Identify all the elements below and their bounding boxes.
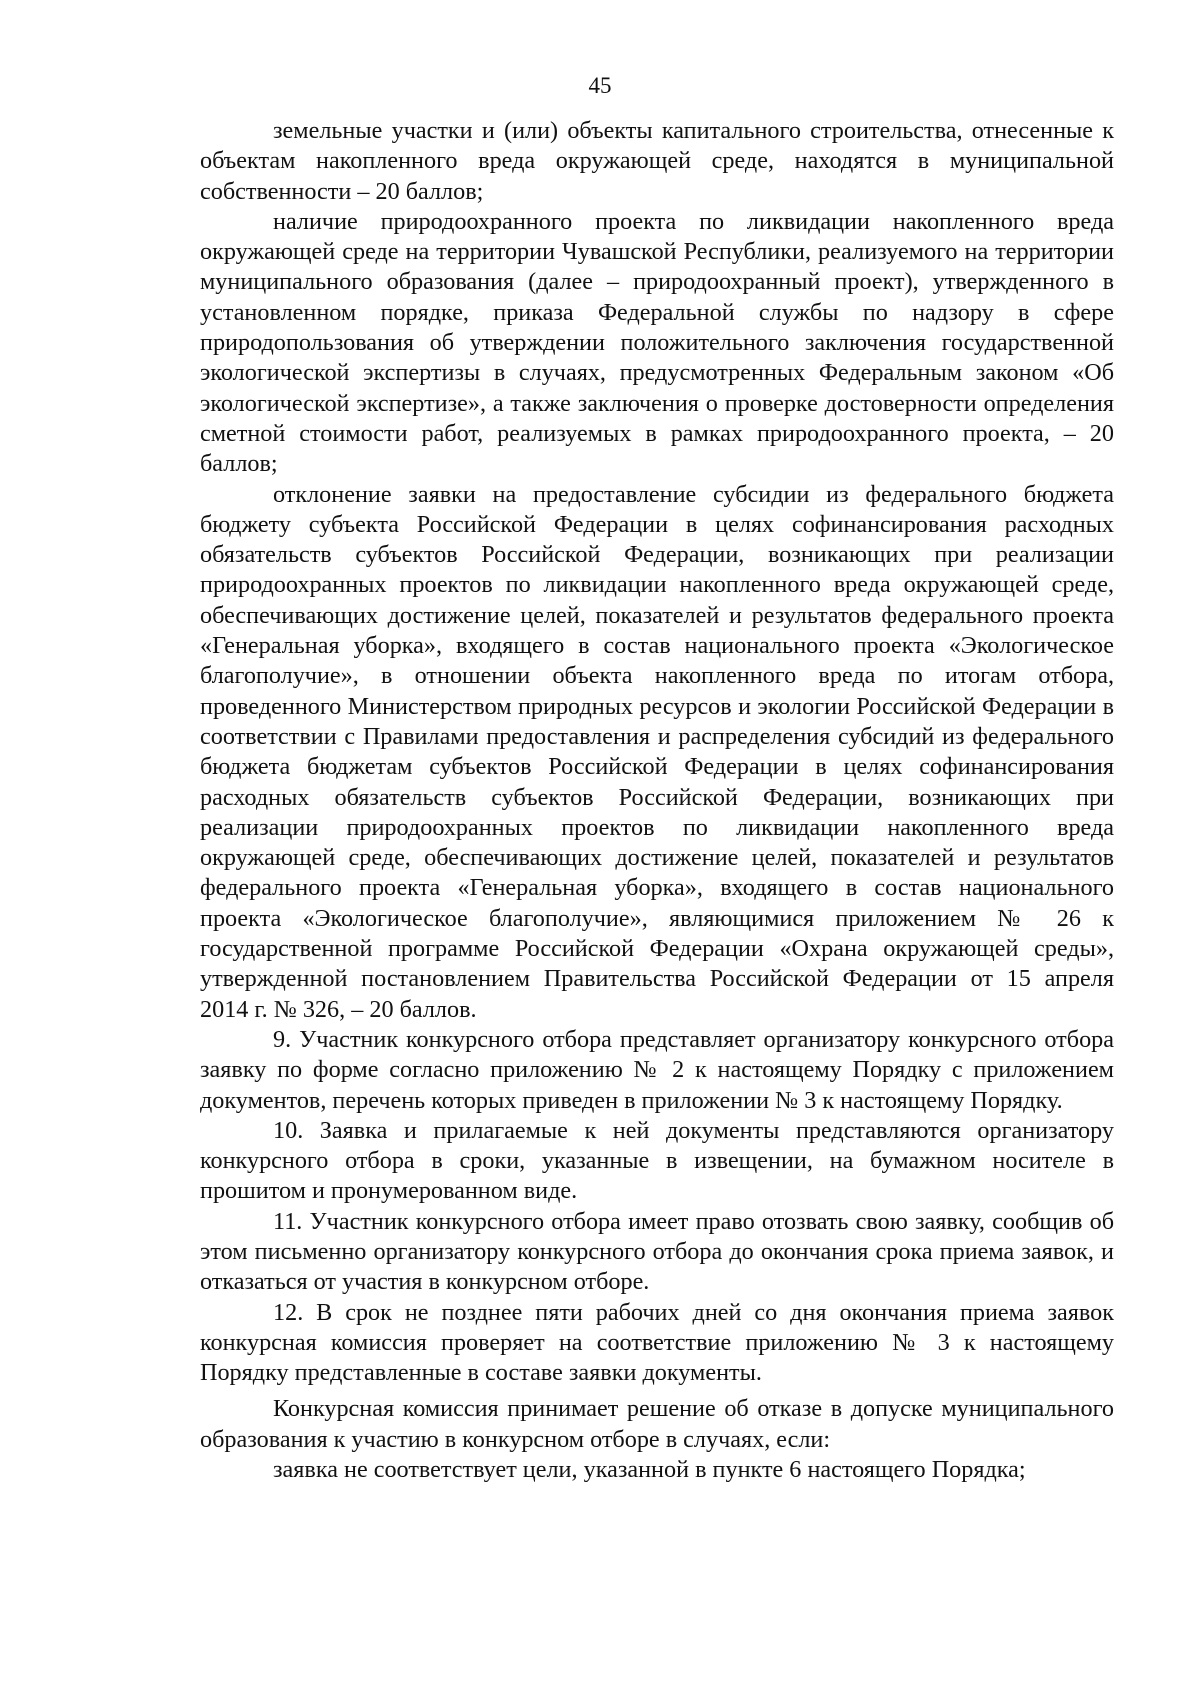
- paragraph-item-12: 12. В срок не позднее пяти рабочих дней со дня окончания приема заявок конкурсная комиссия проверяет на соответствие приложению № 3 к настоящему Порядку представленные в составе заявки документы.: [200, 1298, 1114, 1387]
- paragraph-item-10: 10. Заявка и прилагаемые к ней документы представляются организатору конкурсного отбора в сроки, указанные в извещении, на бумажном носителе в прошитом и пронумерованном виде.: [200, 1116, 1114, 1205]
- paragraph-commission-decision: Конкурсная комиссия принимает решение об отказе в допуске муниципального образования к участию в конкурсном отборе в случаях, если:: [200, 1395, 1114, 1453]
- document-body: [200, 116, 1114, 1485]
- paragraph-application-rejection: отклонение заявки на предоставление субсидии из федерального бюджета бюджету субъекта Российской Федерации в целях софинансирования расходных обязательств субъектов Российской Федерации, возникающих при реализации природоохранных проектов по ликвидации накопленного вреда окружающей среде, обеспечивающих достижение целей, показателей и результатов федерального проекта «Генеральная уборка», входящего в состав национального проекта «Экологическое благополучие», в отношении объекта накопленного вреда по итогам отбора, проведенного Министерством природных ресурсов и экологии Российской Федерации в соответствии с Правилами предоставления и распределения субсидий из федерального бюджета бюджетам субъектов Российской Федерации в целях софинансирования расходных обязательств субъектов Российской Федерации, возникающих при реализации природоохранных проектов по ликвидации накопленного вреда окружающей среде, обеспечивающих достижение целей, показателей и результатов федерального проекта «Генеральная уборка», входящего в состав национального проекта «Экологическое благополучие», являющимися приложением № 26 к государственной программе Российской Федерации «Охрана окружающей среды», утвержденной постановлением Правительства Российской Федерации от 15 апреля 2014 г. № 326, – 20 баллов.: [200, 480, 1114, 1023]
- paragraph-item-9: 9. Участник конкурсного отбора представляет организатору конкурсного отбора заявку по форме согласно приложению № 2 к настоящему Порядку с приложением документов, перечень которых приведен в приложении № 3 к настоящему Порядку.: [200, 1025, 1114, 1114]
- paragraph-environmental-project: наличие природоохранного проекта по ликвидации накопленного вреда окружающей среде на территории Чувашской Республики, реализуемого на территории муниципального образования (далее – природоохранный проект), утвержденного в установленном порядке, приказа Федеральной службы по надзору в сфере природопользования об утверждении положительного заключения государственной экологической экспертизы в случаях, предусмотренных Федеральным законом «Об экологической экспертизе», а также заключения о проверке достоверности определения сметной стоимости работ, реализуемых в рамках природоохранного проекта, – 20 баллов;: [200, 207, 1114, 478]
- page-number: 45: [588, 73, 612, 98]
- paragraph-item-11: 11. Участник конкурсного отбора имеет право отозвать свою заявку, сообщив об этом письменно организатору конкурсного отбора до окончания срока приема заявок, и отказаться от участия в конкурсном отборе.: [200, 1207, 1114, 1296]
- paragraph-land-plots: земельные участки и (или) объекты капитального строительства, отнесенные к объектам накопленного вреда окружающей среде, находятся в муниципальной собственности – 20 баллов;: [200, 117, 1114, 205]
- paragraph-rejection-condition: заявка не соответствует цели, указанной в пункте 6 настоящего Порядка;: [273, 1456, 1026, 1484]
